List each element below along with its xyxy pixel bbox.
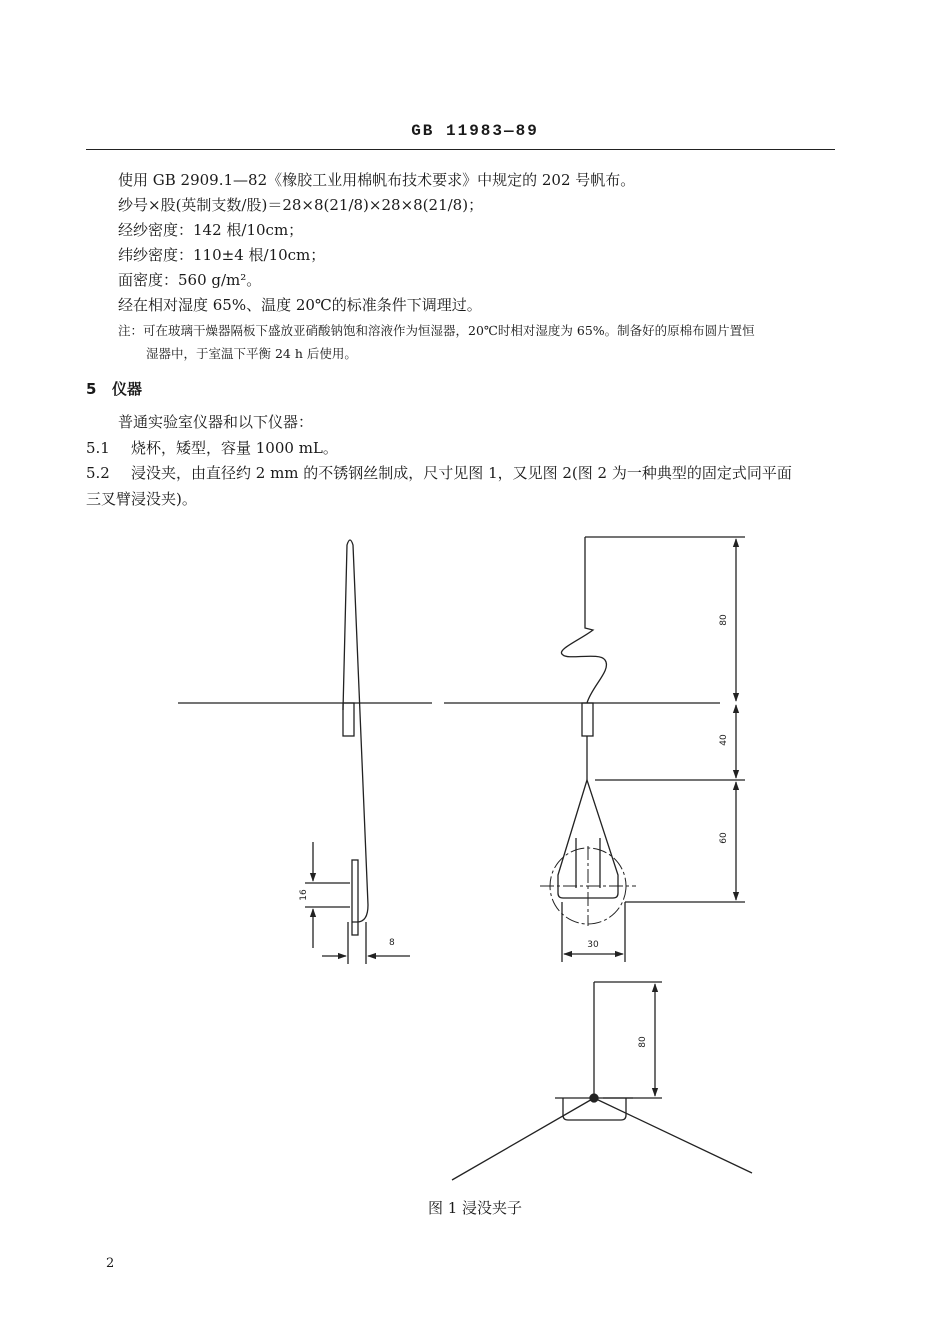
section-number: 5 [86,380,97,398]
body-line-areal-density: 面密度：560 g/m²。 [118,271,262,289]
note-line-1: 注：可在玻璃干燥器隔板下盛放亚硝酸钠饱和溶液作为恒湿器，20℃时相对湿度为 65%。制备好的原棉布圆片置恒 [118,323,755,338]
note-line-2: 湿器中，于室温下平衡 24 h 后使用。 [146,346,357,361]
section-title: 仪器 [112,380,143,398]
dim-label-right-80: 80 [719,614,729,626]
item-number-5-2: 5.2 [86,464,110,482]
side-view-drawing [178,540,432,964]
item-text-5-2-continued: 三叉臂浸没夹)。 [86,490,197,508]
item-text-5-2: 浸没夹，由直径约 2 mm 的不锈钢丝制成，尺寸见图 1，又见图 2(图 2 为一种典型的固定式同平面 [131,464,792,482]
front-view-drawing [444,537,745,962]
body-line-weft-density: 纬纱密度：110±4 根/10cm； [118,246,326,264]
standard-code-header: GB 11983—89 [411,122,539,140]
dim-label-right-60: 60 [719,832,729,844]
body-line-fabric: 使用 GB 2909.1—82《橡胶工业用棉帆布技术要求》中规定的 202 号帆布。 [118,171,636,189]
header-rule [86,149,835,150]
dim-label-right-30: 30 [587,940,599,950]
dim-label-left-16: 16 [299,889,309,901]
dim-label-left-8: 8 [389,938,395,948]
item-number-5-1: 5.1 [86,439,110,457]
dim-label-bottom-80: 80 [638,1036,648,1048]
body-line-conditioning: 经在相对湿度 65%、温度 20℃的标准条件下调理过。 [118,296,482,314]
section-intro: 普通实验室仪器和以下仪器： [118,413,314,431]
plan-view-drawing [452,982,752,1180]
item-text-5-1: 烧杯，矮型，容量 1000 mL。 [131,439,338,457]
body-line-yarn: 纱号×股(英制支数/股)＝28×8(21/8)×28×8(21/8)； [118,196,484,214]
page-number: 2 [106,1256,115,1271]
figure-caption: 图 1 浸没夹子 [427,1199,523,1217]
body-line-warp-density: 经纱密度：142 根/10cm； [118,221,304,239]
dim-label-right-40: 40 [719,734,729,746]
